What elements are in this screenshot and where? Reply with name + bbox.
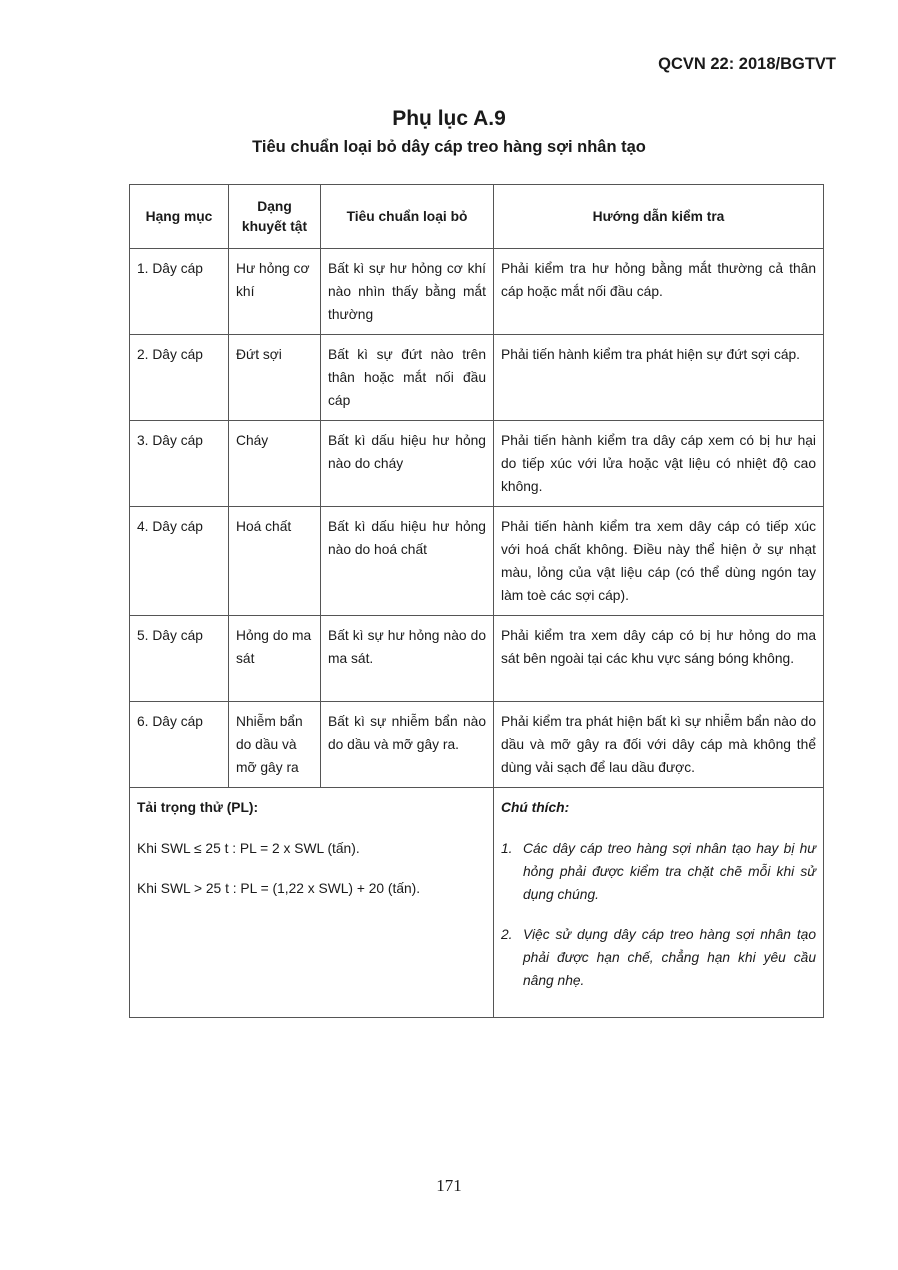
cell-item: 4. Dây cáp xyxy=(130,507,229,616)
table-row xyxy=(130,421,824,507)
cell-criterion: Bất kì sự đứt nào trên thân hoặc mắt nối đầu cáp xyxy=(321,335,494,421)
page-number: 171 xyxy=(436,1176,462,1195)
cell-guide: Phải tiến hành kiểm tra xem dây cáp có tiếp xúc với hoá chất không. Điều này thể hiện ở sự nhạt màu, lỏng của vật liệu cáp (có thể dùng ngón tay làm toè các sợi cáp). xyxy=(494,507,824,616)
note-item xyxy=(501,923,816,992)
test-load-line: Khi SWL ≤ 25 t : PL = 2 x SWL (tấn). xyxy=(137,841,360,856)
cell-criterion: Bất kì dấu hiệu hư hỏng nào do hoá chất xyxy=(321,507,494,616)
table-row xyxy=(130,507,824,616)
note-number: 1. xyxy=(501,841,513,856)
cell-guide: Phải tiến hành kiểm tra phát hiện sự đứt sợi cáp. xyxy=(494,335,824,421)
cell-defect: Hỏng do ma sát xyxy=(229,616,321,702)
appendix-title: Phụ lục A.9 xyxy=(392,107,506,130)
note-number: 2. xyxy=(501,927,513,942)
cell-defect: Đứt sợi xyxy=(229,335,321,421)
cell-defect: Hoá chất xyxy=(229,507,321,616)
cell-item: 3. Dây cáp xyxy=(130,421,229,507)
table-row xyxy=(130,335,824,421)
table-footer-row xyxy=(130,788,824,1018)
cell-defect: Nhiễm bẩn do dầu và mỡ gây ra xyxy=(229,702,321,788)
note-item xyxy=(501,837,816,906)
cell-defect: Hư hỏng cơ khí xyxy=(229,249,321,335)
note-text: Việc sử dụng dây cáp treo hàng sợi nhân tạo phải được hạn chế, chẳng hạn khi yêu cầu nâng nhẹ. xyxy=(523,927,816,988)
document-code-header: QCVN 22: 2018/BGTVT xyxy=(658,55,836,73)
cell-criterion: Bất kì sự hư hỏng nào do ma sát. xyxy=(321,616,494,702)
cell-criterion: Bất kì sự nhiễm bẩn nào do dầu và mỡ gây ra. xyxy=(321,702,494,788)
header-defect: Dạng khuyết tật xyxy=(229,185,321,249)
header-item: Hạng mục xyxy=(130,185,229,249)
test-load-label: Tải trọng thử (PL): xyxy=(137,800,259,815)
note-text: Các dây cáp treo hàng sợi nhân tạo hay bị hư hỏng phải được kiểm tra chặt chẽ mỗi khi sử dụng chúng. xyxy=(523,841,816,902)
table-row xyxy=(130,702,824,788)
cell-item: 1. Dây cáp xyxy=(130,249,229,335)
cell-criterion: Bất kì sự hư hỏng cơ khí nào nhìn thấy bằng mắt thường xyxy=(321,249,494,335)
cell-item: 5. Dây cáp xyxy=(130,616,229,702)
header-guide: Hướng dẫn kiểm tra xyxy=(494,185,824,249)
table-row xyxy=(130,249,824,335)
cell-guide: Phải kiểm tra hư hỏng bằng mắt thường cả thân cáp hoặc mắt nối đầu cáp. xyxy=(494,249,824,335)
header-criterion: Tiêu chuẩn loại bỏ xyxy=(321,185,494,249)
table-header-row xyxy=(130,185,824,249)
appendix-subtitle: Tiêu chuẩn loại bỏ dây cáp treo hàng sợi nhân tạo xyxy=(252,138,646,156)
rejection-criteria-table xyxy=(129,184,824,1018)
cell-guide: Phải kiểm tra phát hiện bất kì sự nhiễm bẩn nào do dầu và mỡ gây ra đối với dây cáp mà không thể dùng vải sạch để lau dầu được. xyxy=(494,702,824,788)
cell-item: 6. Dây cáp xyxy=(130,702,229,788)
cell-criterion: Bất kì dấu hiệu hư hỏng nào do cháy xyxy=(321,421,494,507)
cell-item: 2. Dây cáp xyxy=(130,335,229,421)
notes-label: Chú thích: xyxy=(501,800,570,815)
test-load-line: Khi SWL > 25 t : PL = (1,22 x SWL) + 20 (tấn). xyxy=(137,881,421,896)
test-load-cell xyxy=(130,788,494,1018)
cell-guide: Phải kiểm tra xem dây cáp có bị hư hỏng do ma sát bên ngoài tại các khu vực sáng bóng không. xyxy=(494,616,824,702)
cell-guide: Phải tiến hành kiểm tra dây cáp xem có bị hư hại do tiếp xúc với lửa hoặc vật liệu có nhiệt độ cao không. xyxy=(494,421,824,507)
cell-defect: Cháy xyxy=(229,421,321,507)
table-row xyxy=(130,616,824,702)
notes-cell xyxy=(494,788,824,1018)
